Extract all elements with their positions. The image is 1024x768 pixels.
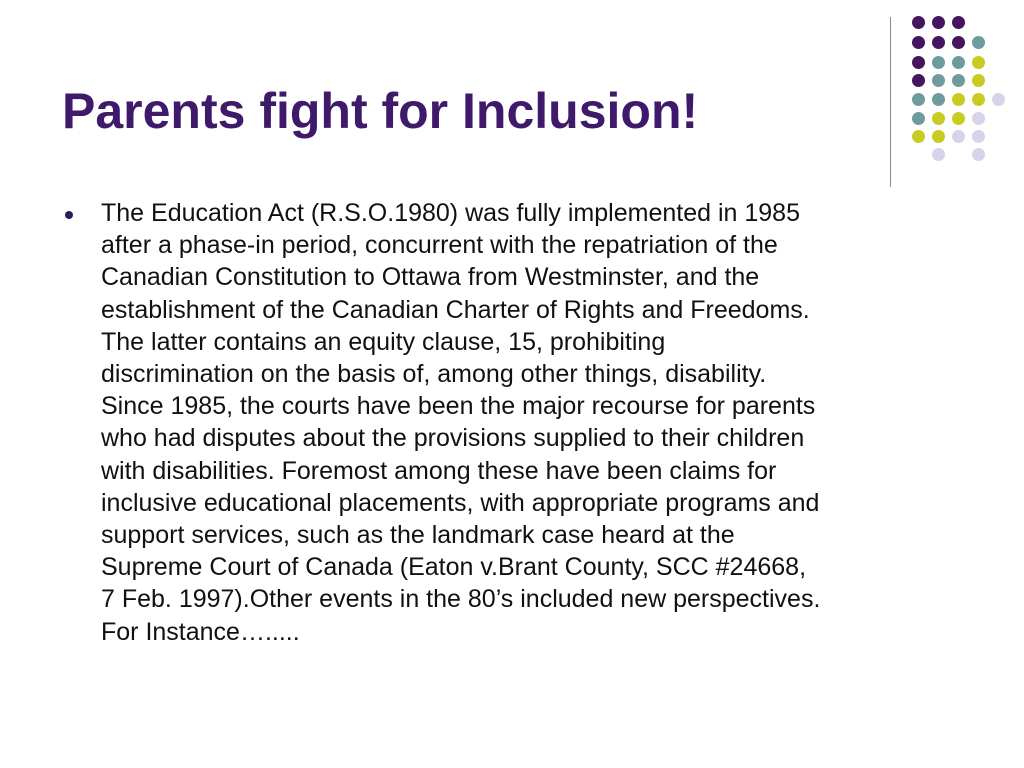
decorative-dot bbox=[972, 74, 985, 87]
decorative-dot bbox=[912, 74, 925, 87]
slide-title: Parents fight for Inclusion! bbox=[62, 83, 699, 139]
decorative-dot bbox=[992, 93, 1005, 106]
decorative-dot bbox=[952, 56, 965, 69]
bullet-line: For Instance…..... bbox=[101, 617, 300, 646]
bullet-list bbox=[62, 197, 982, 648]
decorative-dot bbox=[972, 36, 985, 49]
decorative-dot bbox=[952, 36, 965, 49]
decorative-dot bbox=[952, 74, 965, 87]
decorative-dot bbox=[952, 16, 965, 29]
decorative-dot bbox=[912, 130, 925, 143]
title-divider bbox=[890, 17, 891, 187]
decorative-dot bbox=[912, 16, 925, 29]
decorative-dot bbox=[912, 36, 925, 49]
bullet-line: Since 1985, the courts have been the major recourse for parents bbox=[101, 392, 816, 421]
bullet-line: who had disputes about the provisions supplied to their children bbox=[101, 424, 805, 453]
decorative-dot bbox=[972, 148, 985, 161]
bullet-line: discrimination on the basis of, among other things, disability. bbox=[101, 360, 767, 389]
bullet-line: Canadian Constitution to Ottawa from Westminster, and the bbox=[101, 263, 760, 292]
bullet-line: 7 Feb. 1997).Other events in the 80’s included new perspectives. bbox=[101, 585, 821, 614]
decorative-dot bbox=[932, 112, 945, 125]
bullet-line: with disabilities. Foremost among these have been claims for bbox=[101, 456, 777, 485]
bullet-line: establishment of the Canadian Charter of Rights and Freedoms. bbox=[101, 295, 810, 324]
decorative-dot bbox=[932, 36, 945, 49]
decorative-dot bbox=[972, 112, 985, 125]
decorative-dot bbox=[912, 56, 925, 69]
bullet-line: after a phase-in period, concurrent with the repatriation of the bbox=[101, 231, 778, 260]
bullet-dot-icon bbox=[65, 211, 73, 219]
bullet-line: The latter contains an equity clause, 15, prohibiting bbox=[101, 327, 666, 356]
decorative-dot bbox=[912, 112, 925, 125]
bullet-item bbox=[62, 197, 982, 648]
decorative-dot bbox=[932, 93, 945, 106]
decorative-dot bbox=[952, 130, 965, 143]
decorative-dot bbox=[932, 16, 945, 29]
decorative-dot bbox=[932, 130, 945, 143]
decorative-dot bbox=[972, 130, 985, 143]
bullet-text bbox=[101, 197, 982, 648]
bullet-line: inclusive educational placements, with appropriate programs and bbox=[101, 488, 820, 517]
decorative-dot bbox=[952, 112, 965, 125]
decorative-dot bbox=[972, 56, 985, 69]
decorative-dot bbox=[932, 56, 945, 69]
bullet-line: The Education Act (R.S.O.1980) was fully implemented in 1985 bbox=[101, 199, 800, 227]
bullet-line: Supreme Court of Canada (Eaton v.Brant County, SCC #24668, bbox=[101, 553, 807, 582]
decorative-dot bbox=[972, 93, 985, 106]
decorative-dot bbox=[932, 148, 945, 161]
decorative-dot bbox=[952, 93, 965, 106]
decorative-dot bbox=[912, 93, 925, 106]
decorative-dot bbox=[932, 74, 945, 87]
bullet-line: support services, such as the landmark case heard at the bbox=[101, 521, 735, 550]
